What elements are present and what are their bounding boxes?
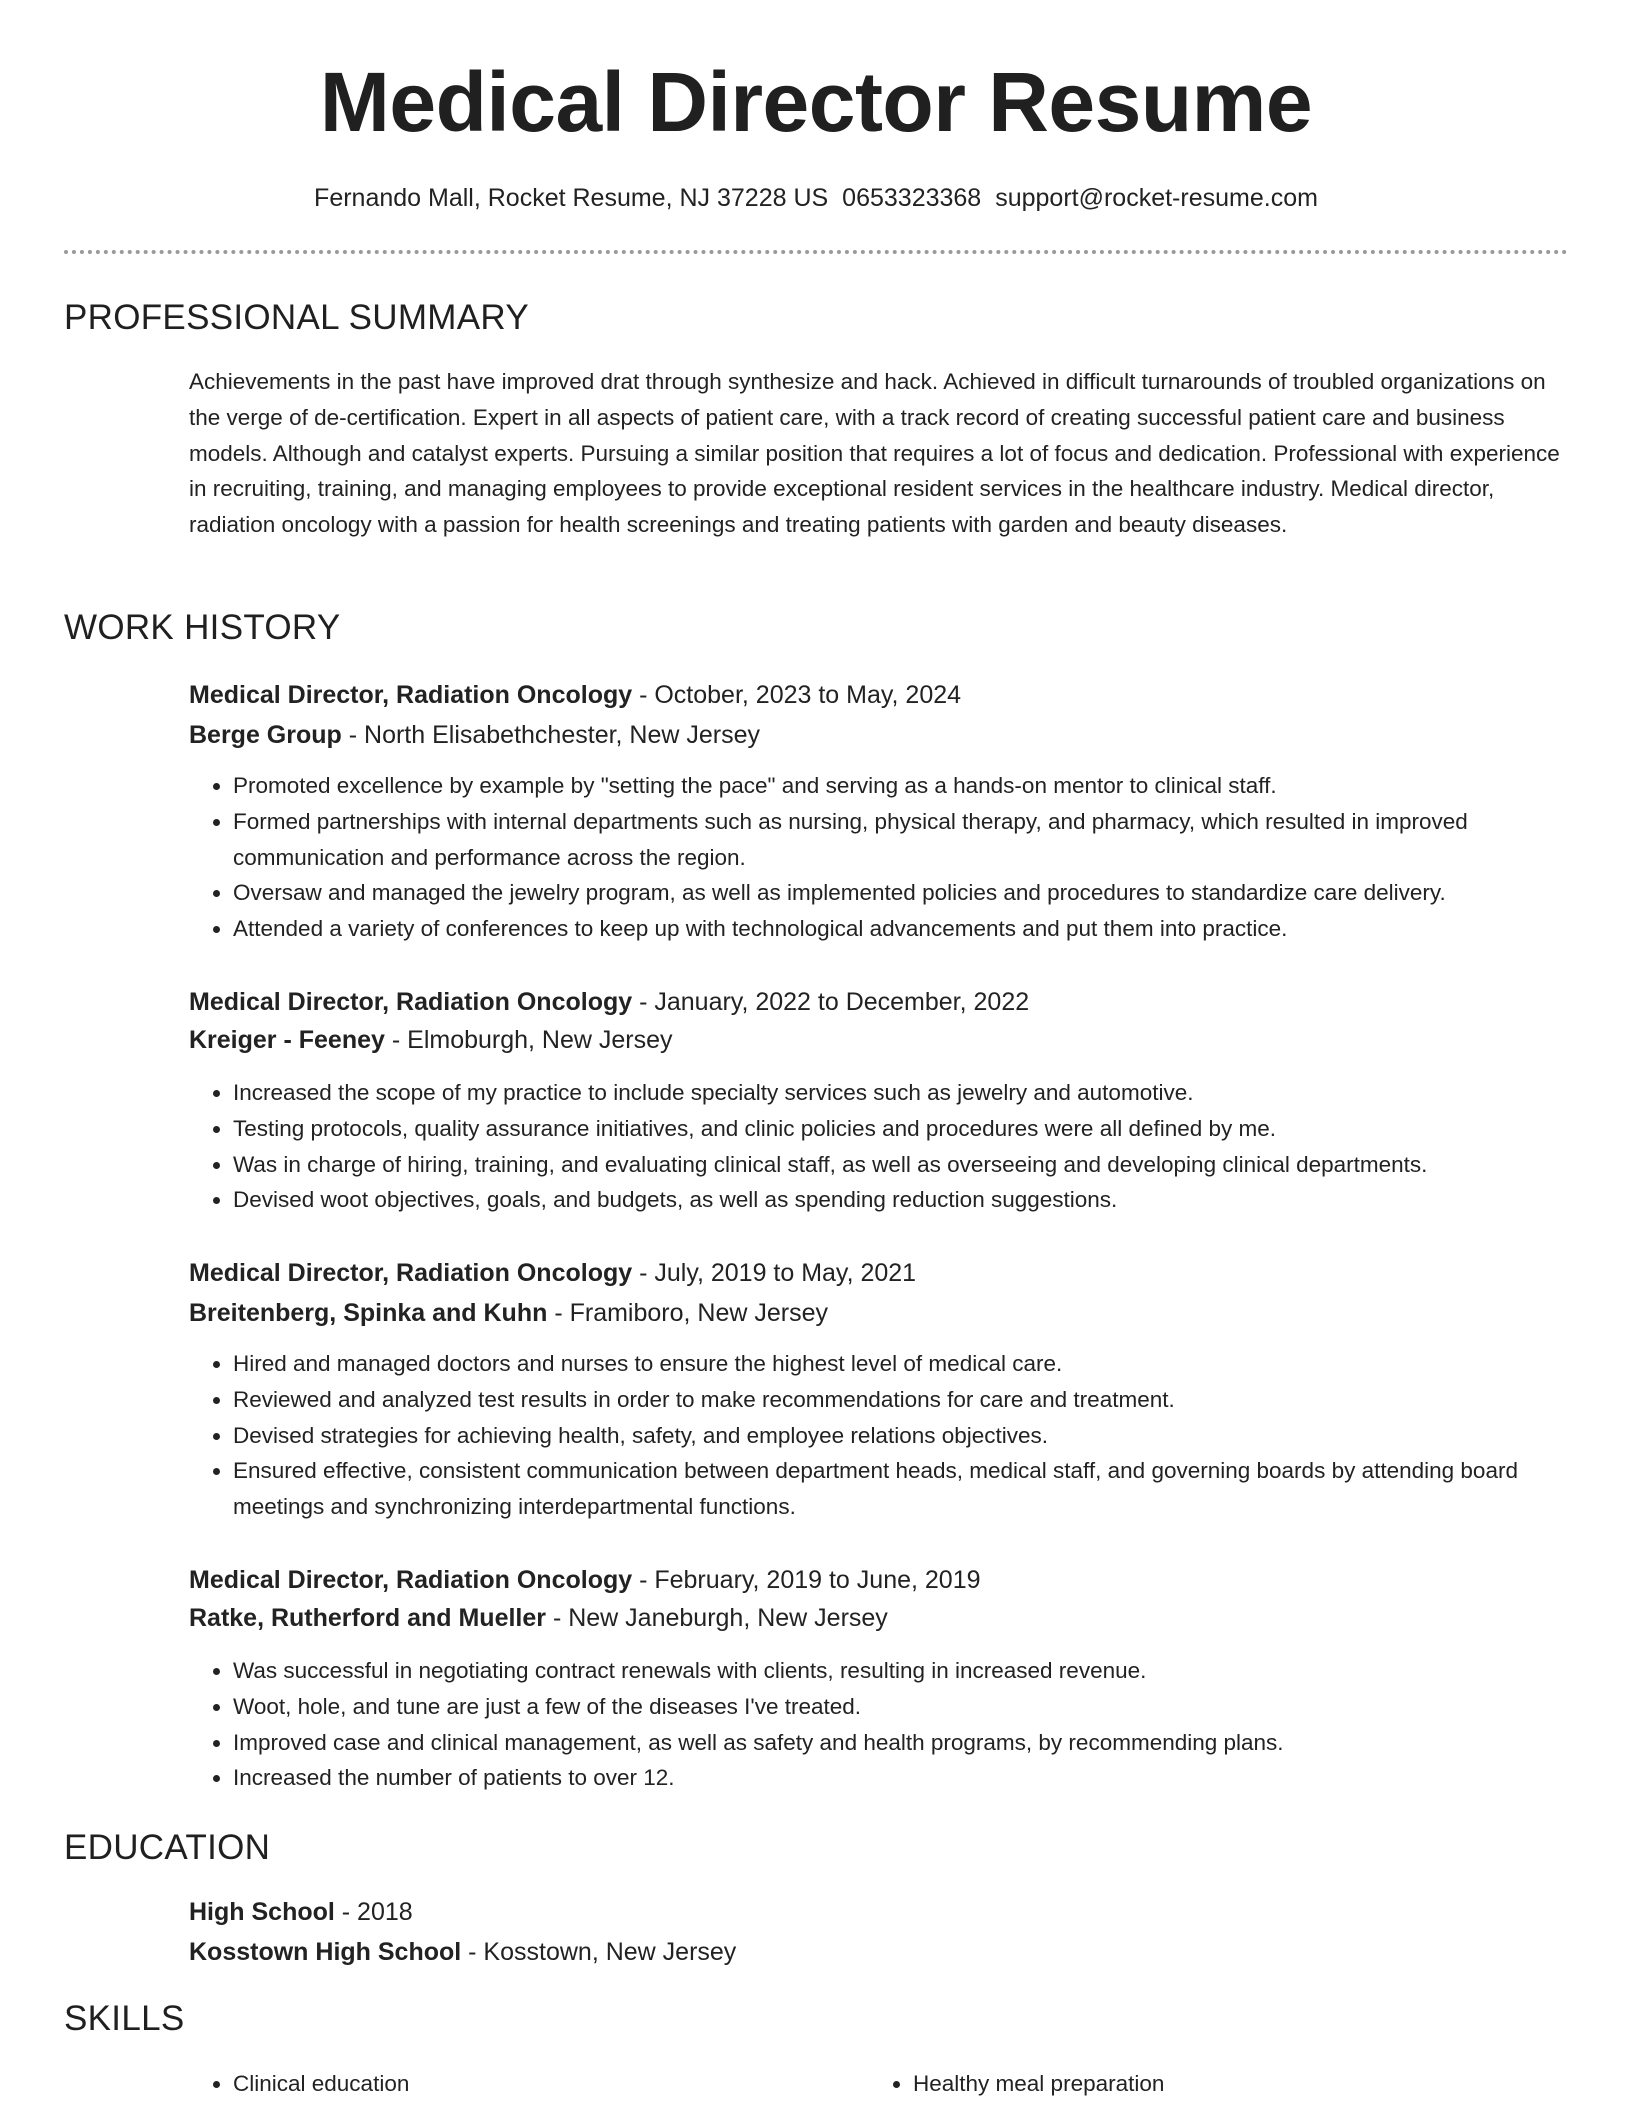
skill-item: • Clinical education <box>233 2066 809 2102</box>
job-bullet: • Was successful in negotiating contract renewals with clients, resulting in increased revenue. <box>233 1653 1569 1689</box>
contact-email[interactable]: support@rocket-resume.com <box>995 184 1318 212</box>
job-title: Medical Director, Radiation Oncology <box>189 1566 633 1594</box>
job-entry <box>189 983 1569 1218</box>
job-dates: - February, 2019 to June, 2019 <box>632 1566 981 1594</box>
job-company: Breitenberg, Spinka and Kuhn <box>189 1299 548 1327</box>
job-location: - North Elisabethchester, New Jersey <box>341 721 761 749</box>
education-degree: High School <box>189 1898 335 1926</box>
job-bullet: • Reviewed and analyzed test results in order to make recommendations for care and treatment. <box>233 1382 1569 1418</box>
job-bullet: • Increased the number of patients to over 12. <box>233 1760 1569 1796</box>
job-dates: - January, 2022 to December, 2022 <box>632 988 1030 1016</box>
job-title-line <box>189 676 1569 714</box>
job-entry <box>189 1254 1569 1525</box>
job-title: Medical Director, Radiation Oncology <box>189 1259 633 1287</box>
job-bullets <box>189 1653 1569 1796</box>
summary-text: Achievements in the past have improved drat through synthesize and hack. Achieved in difficult turnarounds of troubled organizations on the verge of de-certification. Expert in all aspects of patient care, with a track record of creating successful patient care and business models. Although and catalyst experts. Pursuing a similar position that requires a lot of focus and dedication. Professional with experience in recruiting, training, and managing employees to provide exceptional resident services in the healthcare industry. Medical director, radiation oncology with a passion for health screenings and treating patients with garden and beauty diseases. <box>189 369 1560 538</box>
job-company: Kreiger - Feeney <box>189 1026 385 1054</box>
job-bullet: • Devised strategies for achieving health, safety, and employee relations objectives. <box>233 1418 1569 1454</box>
job-bullets <box>189 768 1569 947</box>
education-school-line <box>189 1933 1569 1971</box>
job-bullet: • Hired and managed doctors and nurses to ensure the highest level of medical care. <box>233 1346 1569 1382</box>
job-title-line <box>189 1561 1569 1599</box>
job-bullet: • Ensured effective, consistent communication between department heads, medical staff, and governing boards by attending board meetings and synchronizing interdepartmental functions. <box>233 1453 1569 1525</box>
job-company-line <box>189 1599 1569 1637</box>
skills-heading: SKILLS <box>64 1999 185 2038</box>
job-company: Berge Group <box>189 721 342 749</box>
job-bullet: • Attended a variety of conferences to keep up with technological advancements and put them into practice. <box>233 911 1569 947</box>
job-bullet: • Oversaw and managed the jewelry program, as well as implemented policies and procedures to standardize care delivery. <box>233 875 1569 911</box>
job-company-line <box>189 716 1569 754</box>
job-location: - New Janeburgh, New Jersey <box>546 1604 888 1632</box>
job-company: Ratke, Rutherford and Mueller <box>189 1604 546 1632</box>
job-entry <box>189 1561 1569 1796</box>
job-bullet: • Promoted excellence by example by "setting the pace" and serving as a hands-on mentor to clinical staff. <box>233 768 1569 804</box>
education-location: - Kosstown, New Jersey <box>461 1938 737 1966</box>
skills-right-column <box>869 2066 1489 2102</box>
contact-phone: 0653323368 <box>842 184 982 212</box>
education-year: - 2018 <box>334 1898 413 1926</box>
job-bullet: • Improved case and clinical management, as well as safety and health programs, by recommending plans. <box>233 1725 1569 1761</box>
job-bullet: • Increased the scope of my practice to include specialty services such as jewelry and automotive. <box>233 1075 1569 1111</box>
job-title: Medical Director, Radiation Oncology <box>189 988 633 1016</box>
education-degree-line <box>189 1893 1569 1931</box>
job-title: Medical Director, Radiation Oncology <box>189 681 633 709</box>
contact-address: Fernando Mall, Rocket Resume, NJ 37228 US <box>314 184 829 212</box>
skills-list-left <box>189 2066 809 2102</box>
summary-heading: PROFESSIONAL SUMMARY <box>64 298 529 337</box>
work-history-heading: WORK HISTORY <box>64 608 341 647</box>
job-bullets <box>189 1075 1569 1218</box>
job-location: - Elmoburgh, New Jersey <box>384 1026 673 1054</box>
job-bullets <box>189 1346 1569 1525</box>
skills-left-column <box>189 2066 809 2102</box>
job-company-line <box>189 1021 1569 1059</box>
job-dates: - July, 2019 to May, 2021 <box>632 1259 917 1287</box>
header-divider <box>64 250 1568 254</box>
resume-title: Medical Director Resume <box>319 55 1313 149</box>
job-location: - Framiboro, New Jersey <box>547 1299 828 1327</box>
job-bullet: • Devised woot objectives, goals, and budgets, as well as spending reduction suggestions. <box>233 1182 1569 1218</box>
skill-item: • Healthy meal preparation <box>913 2066 1489 2102</box>
job-bullet: • Formed partnerships with internal departments such as nursing, physical therapy, and pharmacy, which resulted in improved communication and performance across the region. <box>233 804 1569 876</box>
job-bullet: • Woot, hole, and tune are just a few of the diseases I've treated. <box>233 1689 1569 1725</box>
job-title-line <box>189 1254 1569 1292</box>
job-entry <box>189 676 1569 947</box>
education-school: Kosstown High School <box>189 1938 462 1966</box>
education-heading: EDUCATION <box>64 1828 271 1867</box>
job-company-line <box>189 1294 1569 1332</box>
job-title-line <box>189 983 1569 1021</box>
skills-list-right <box>869 2066 1489 2102</box>
job-bullet: • Was in charge of hiring, training, and evaluating clinical staff, as well as overseeing and developing clinical departments. <box>233 1147 1569 1183</box>
contact-line <box>0 180 1632 216</box>
education-entry <box>189 1893 1569 1971</box>
job-bullet: • Testing protocols, quality assurance initiatives, and clinic policies and procedures were all defined by me. <box>233 1111 1569 1147</box>
job-dates: - October, 2023 to May, 2024 <box>632 681 962 709</box>
